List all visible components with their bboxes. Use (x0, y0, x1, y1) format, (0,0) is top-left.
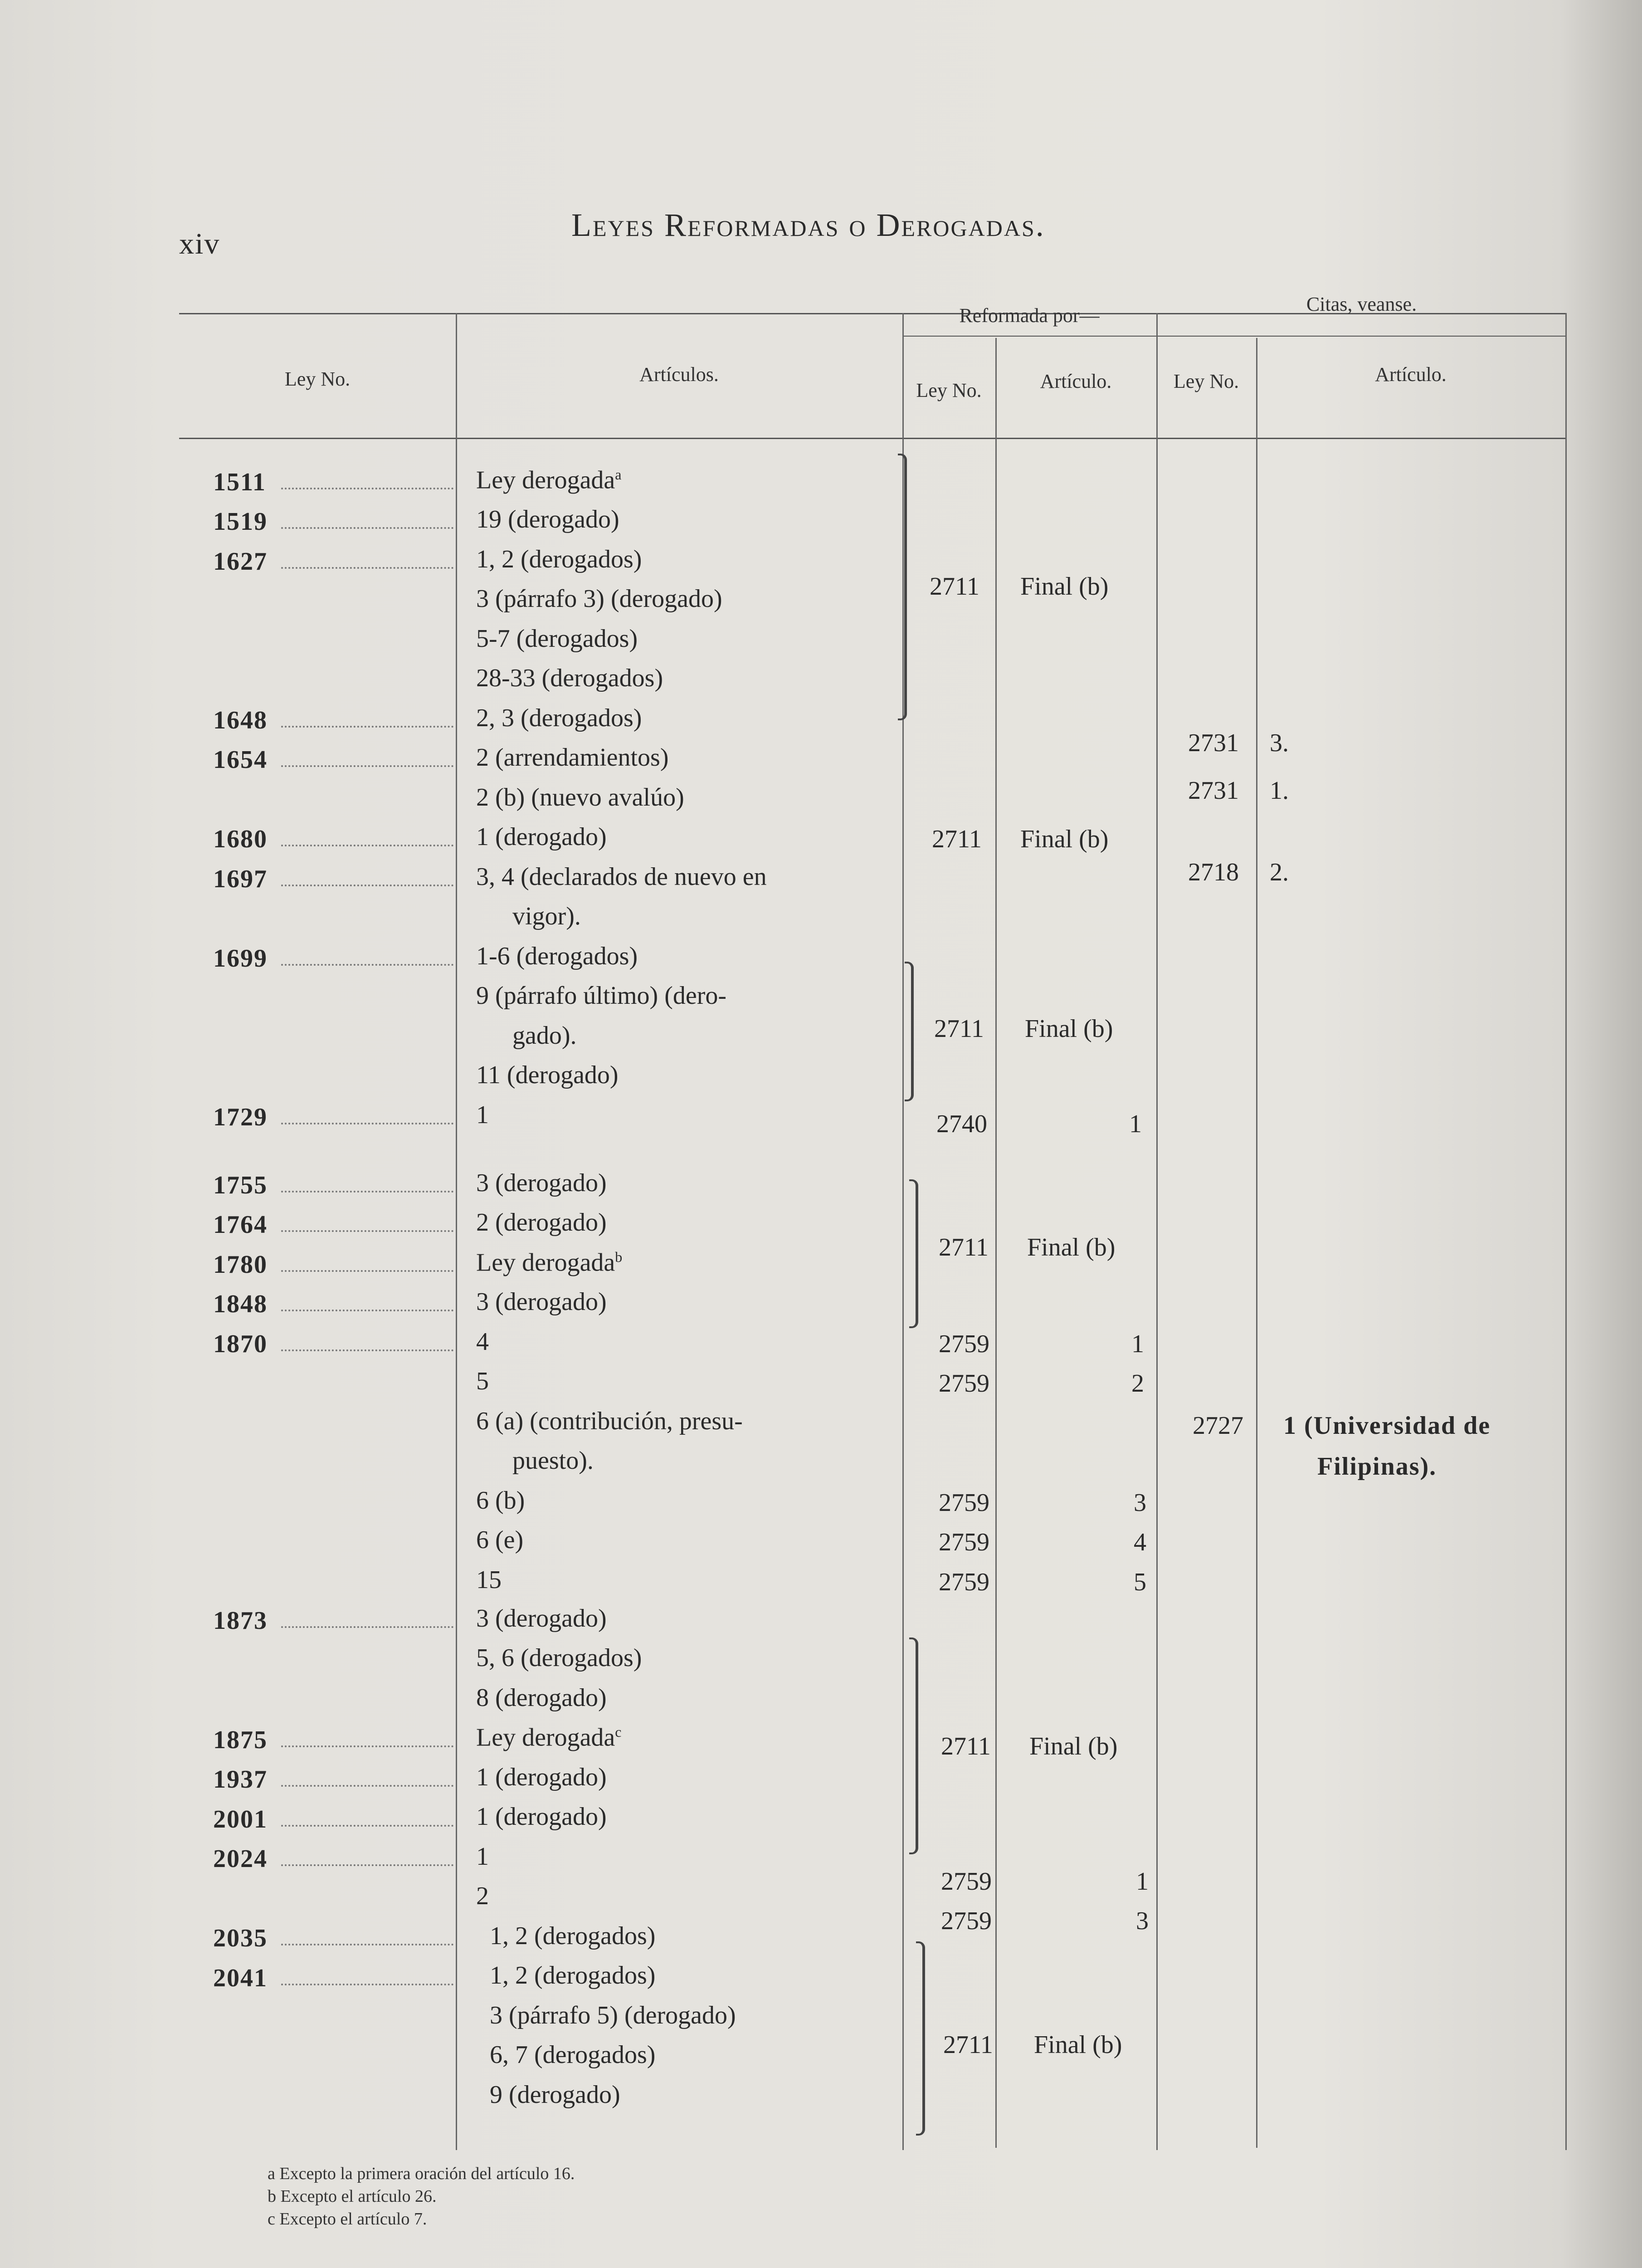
citas-art-cont: Filipinas). (1317, 1452, 1437, 1481)
articulo-cell: 1, 2 (derogados) (490, 1922, 656, 1950)
reformed-ley: 2740 (936, 1110, 987, 1138)
group-brace (916, 1941, 925, 2136)
dot-leader (281, 885, 453, 886)
articulo-cell: 9 (párrafo último) (dero- (476, 982, 726, 1010)
ley-cell: 2041 (213, 1964, 268, 1992)
dot-leader (281, 1191, 453, 1193)
reformed-ley: 2759 (941, 1907, 992, 1935)
dot-leader (281, 1785, 453, 1787)
reformed-ley: 2759 (939, 1528, 989, 1556)
reformed-art: Final (b) (1025, 1015, 1113, 1043)
articulo-cell: 6, 7 (derogados) (490, 2041, 656, 2069)
articulo-cell: Ley derogada$^b$ (476, 1248, 623, 1277)
footnote: c Excepto el artículo 7. (268, 2209, 427, 2229)
articulo-cell: 6 (e) (476, 1526, 524, 1554)
group-brace (905, 962, 914, 1101)
ley-cell: 1873 (213, 1607, 268, 1635)
ley-cell: 1699 (213, 944, 268, 973)
articulo-cell: 3 (derogado) (476, 1604, 607, 1633)
articulo-cell: 2 (b) (nuevo avalúo) (476, 783, 684, 811)
reformed-art: Final (b) (1029, 1732, 1118, 1760)
reformed-art: Final (b) (1020, 572, 1109, 601)
articulo-cell: 1 (derogado) (476, 1803, 607, 1831)
articulo-cell: 19 (derogado) (476, 505, 619, 533)
group-brace (909, 1637, 918, 1854)
reformed-art: 1 (1136, 1867, 1149, 1896)
articulo-cell: 1, 2 (derogados) (490, 1961, 656, 1989)
header-ref-art: Artículo. (1040, 370, 1112, 392)
articulo-cell: gado). (512, 1022, 577, 1050)
reformed-art: 5 (1134, 1568, 1146, 1596)
articulo-cell: 6 (b) (476, 1486, 525, 1515)
articulo-cell: 2 (476, 1882, 489, 1910)
ley-cell: 1680 (213, 825, 268, 853)
articulo-cell: Ley derogada$^c$ (476, 1723, 622, 1752)
dot-leader (281, 726, 453, 728)
reformed-art: 2 (1131, 1369, 1144, 1398)
header-citas: Citas, veanse. (1306, 293, 1417, 315)
header-bottom-rule (179, 438, 1567, 439)
citas-art: 1 (Universidad de (1283, 1412, 1491, 1440)
reformed-art: Final (b) (1027, 1233, 1116, 1261)
ley-cell: 2001 (213, 1805, 268, 1833)
citas-ley: 2718 (1188, 858, 1239, 886)
ley-cell: 1755 (213, 1171, 268, 1199)
group-brace (909, 1179, 918, 1328)
articulo-cell: 3 (derogado) (476, 1288, 607, 1316)
dot-leader (281, 527, 453, 529)
articulo-cell: 8 (derogado) (476, 1684, 607, 1712)
citas-art: 3. (1270, 729, 1289, 757)
reformed-ley: 2759 (939, 1568, 989, 1596)
articulo-cell: 5, 6 (derogados) (476, 1644, 642, 1672)
reformed-art: 1 (1131, 1330, 1144, 1358)
citas-art: 2. (1270, 858, 1289, 886)
articulo-cell: 2, 3 (derogados) (476, 704, 642, 732)
citas-art: 1. (1270, 777, 1289, 805)
dot-leader (281, 1984, 453, 1985)
citas-ley: 2727 (1193, 1412, 1243, 1440)
dot-leader (281, 1230, 453, 1232)
articulo-cell: 2 (arrendamientos) (476, 743, 669, 772)
header-cit-ley: Ley No. (1173, 370, 1239, 392)
citas-ley: 2731 (1188, 777, 1239, 805)
dot-leader (281, 1349, 453, 1351)
reformed-ley: 2759 (939, 1489, 989, 1517)
articulo-cell: 1 (derogado) (476, 823, 607, 851)
header-ley-no: Ley No. (284, 368, 351, 390)
ley-cell: 1937 (213, 1765, 268, 1794)
header-ref-ley: Ley No. (916, 379, 982, 401)
dot-leader (281, 1626, 453, 1628)
reformed-art: 4 (1134, 1528, 1146, 1556)
citas-ley: 2731 (1188, 729, 1239, 757)
reformed-ley: 2759 (939, 1369, 989, 1398)
ley-cell: 1627 (213, 547, 268, 576)
col-rule-3 (995, 338, 997, 2148)
articulo-cell: 9 (derogado) (490, 2081, 620, 2109)
ley-cell: 2035 (213, 1924, 268, 1952)
folio: xiv (179, 227, 220, 260)
dot-leader (281, 1745, 453, 1747)
reformed-ley: 2711 (932, 825, 982, 853)
footnote: b Excepto el artículo 26. (268, 2187, 437, 2206)
reformed-art: Final (b) (1034, 2031, 1122, 2059)
reformed-ley: 2759 (939, 1330, 989, 1358)
articulo-cell: 3, 4 (declarados de nuevo en (476, 863, 767, 891)
ley-cell: 1870 (213, 1330, 268, 1358)
articulo-cell: 5 (476, 1367, 489, 1395)
ley-cell: 1764 (213, 1211, 268, 1239)
header-articulos: Artículos. (639, 363, 719, 386)
reformed-art: 3 (1134, 1489, 1146, 1517)
col-rule-5 (1256, 338, 1257, 2148)
articulo-cell: vigor). (512, 902, 581, 930)
dot-leader (281, 1310, 453, 1311)
articulo-cell: 6 (a) (contribución, presu- (476, 1407, 743, 1435)
reformed-art: Final (b) (1020, 825, 1109, 853)
articulo-cell: 28-33 (derogados) (476, 664, 663, 692)
articulo-cell: 3 (párrafo 5) (derogado) (490, 2001, 736, 2029)
articulo-cell: 1, 2 (derogados) (476, 545, 642, 573)
ley-cell: 1654 (213, 746, 268, 774)
articulo-cell: 4 (476, 1328, 489, 1356)
ley-cell: 1875 (213, 1726, 268, 1754)
header-reformada-por: Reformada por— (959, 304, 1100, 327)
reformed-ley: 2711 (930, 572, 979, 601)
articulo-cell: Ley derogada$^a$ (476, 466, 622, 494)
ley-cell: 1511 (213, 468, 266, 496)
footnote: a Excepto la primera oración del artículo 16. (268, 2164, 575, 2183)
col-rule-4 (1156, 313, 1158, 2150)
ley-cell: 2024 (213, 1845, 268, 1873)
group-brace (898, 454, 907, 720)
running-head: Leyes Reformadas o Derogadas. (571, 207, 1045, 243)
articulo-cell: 1 (476, 1843, 489, 1871)
articulo-cell: 2 (derogado) (476, 1208, 607, 1237)
articulo-cell: puesto). (512, 1447, 594, 1475)
articulo-cell: 1-6 (derogados) (476, 942, 638, 970)
reformed-ley: 2711 (934, 1015, 984, 1043)
reformed-art: 1 (1129, 1110, 1142, 1138)
ley-cell: 1519 (213, 508, 268, 536)
ley-cell: 1848 (213, 1290, 268, 1318)
ley-cell: 1780 (213, 1251, 268, 1279)
articulo-cell: 11 (derogado) (476, 1061, 619, 1089)
dot-leader (281, 765, 453, 767)
reformed-ley: 2711 (939, 1233, 989, 1261)
ley-cell: 1648 (213, 706, 268, 734)
reformed-ley: 2711 (943, 2031, 993, 2059)
dot-leader (281, 1825, 453, 1827)
dot-leader (281, 1270, 453, 1272)
header-cit-art: Artículo. (1375, 363, 1447, 386)
reformed-art: 3 (1136, 1907, 1149, 1935)
dot-leader (281, 1123, 453, 1124)
ley-cell: 1729 (213, 1103, 268, 1131)
articulo-cell: 3 (párrafo 3) (derogado) (476, 585, 722, 613)
ley-cell: 1697 (213, 865, 268, 893)
reformed-ley: 2759 (941, 1867, 992, 1896)
articulo-cell: 15 (476, 1566, 502, 1594)
articulo-cell: 3 (derogado) (476, 1169, 607, 1197)
dot-leader (281, 845, 453, 846)
reformed-ley: 2711 (941, 1732, 991, 1760)
dot-leader (281, 488, 453, 489)
articulo-cell: 1 (derogado) (476, 1763, 607, 1791)
articulo-cell: 5-7 (derogados) (476, 625, 638, 653)
dot-leader (281, 1944, 453, 1945)
col-rule-1 (456, 313, 457, 2150)
dot-leader (281, 567, 453, 569)
dot-leader (281, 1864, 453, 1866)
dot-leader (281, 964, 453, 966)
subheader-rule (902, 336, 1567, 337)
col-rule-6 (1565, 313, 1567, 2150)
articulo-cell: 1 (476, 1101, 489, 1129)
